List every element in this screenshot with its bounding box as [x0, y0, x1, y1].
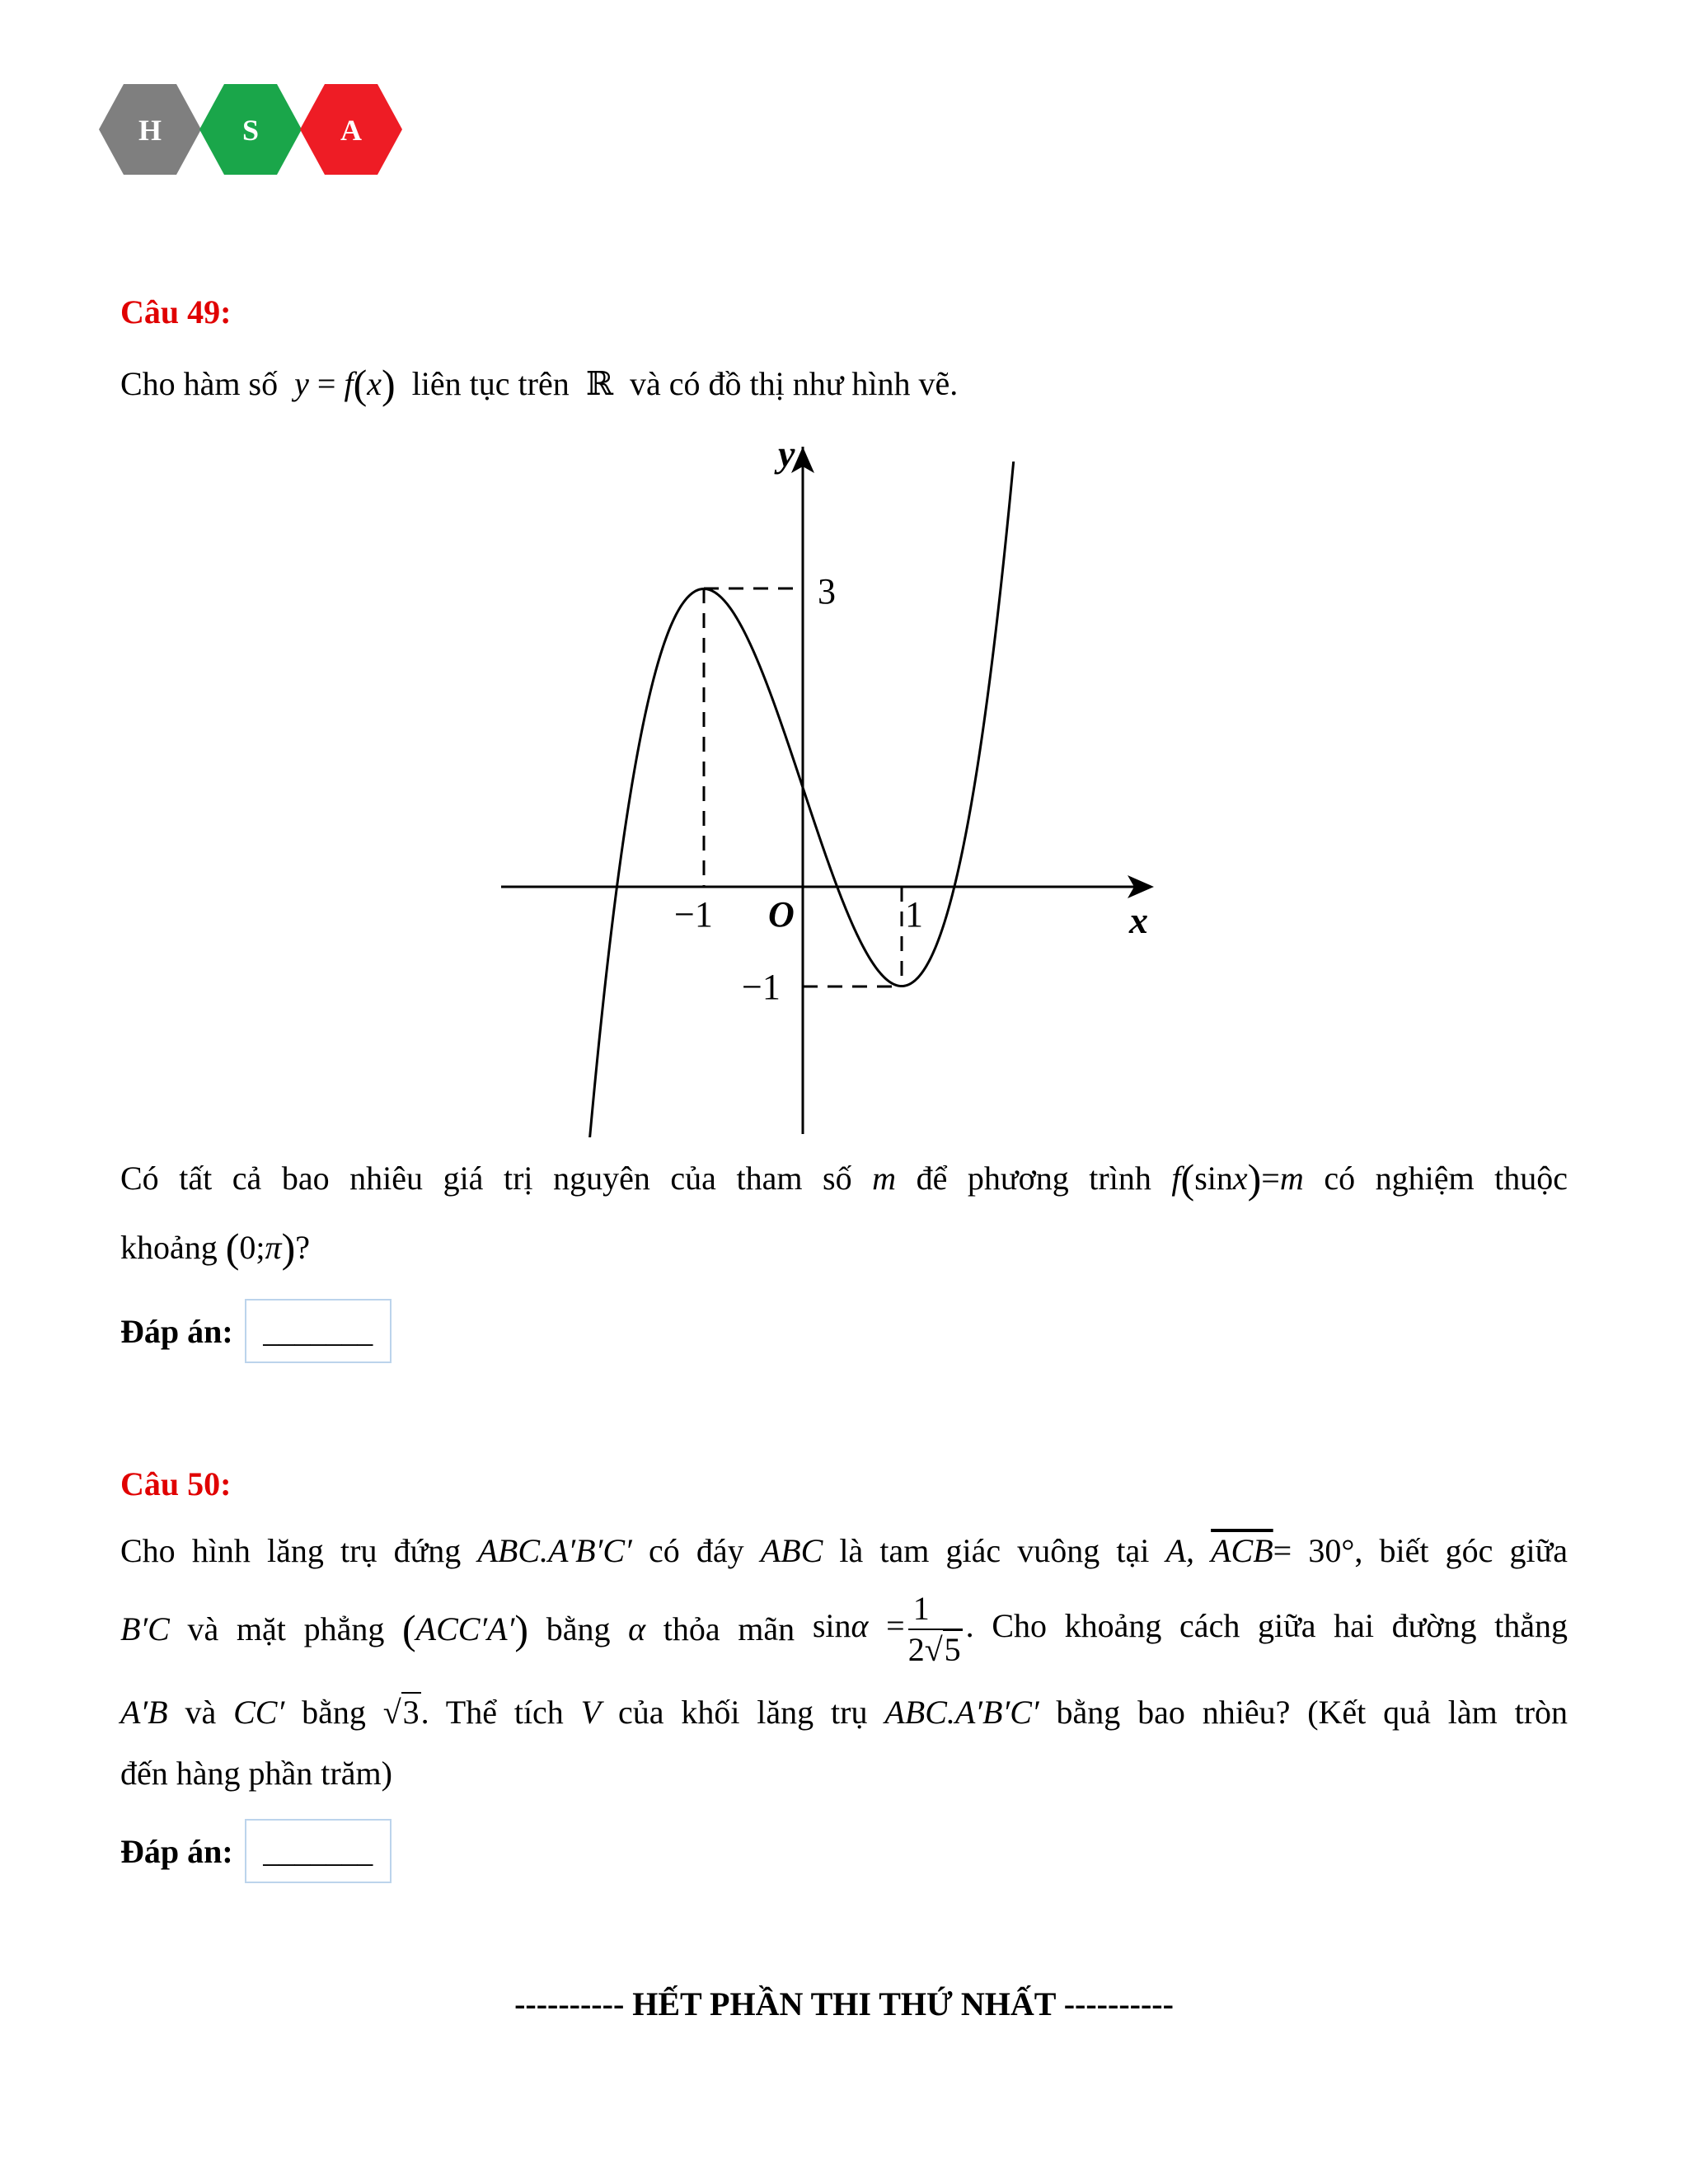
question-50-line4: đến hàng phần trăm)	[120, 1755, 392, 1792]
q50-angle-acb: $\overline{ACB}$	[1211, 1532, 1273, 1569]
math-real-set: ℝ	[585, 365, 613, 402]
q50-text-d: , biết góc giữa	[1354, 1532, 1568, 1569]
sqrt-3: √3	[382, 1694, 420, 1731]
tick-label-3: 3	[818, 571, 836, 612]
intro-text: Cho hàm số	[120, 365, 279, 402]
question-49-answer	[120, 1299, 392, 1363]
sqrt-3-radicand: 3	[402, 1694, 420, 1731]
question-50-title: Câu 50:	[120, 1465, 232, 1502]
logo-letter-h: H	[138, 114, 162, 147]
x-axis-label: x	[1129, 899, 1148, 941]
q49-text-c: có nghiệm thuộc	[1324, 1160, 1568, 1197]
section-end-banner: ---------- HẾT PHẦN THI THỨ NHẤT ----------	[514, 1985, 1174, 2022]
q50-prism: ABC.A′B′C′	[477, 1532, 632, 1569]
q50-text-e: và mặt phẳng	[187, 1610, 385, 1647]
question-49-body-line1	[120, 1154, 1568, 1203]
q50-angle	[1211, 1532, 1568, 1569]
function-graph-svg	[495, 429, 1170, 1137]
question-50-line3	[120, 1693, 1568, 1732]
question-49-body-line2: khoảng (0;π)?	[120, 1225, 311, 1271]
q50-angle-value: = 30°	[1273, 1532, 1355, 1569]
q50-volume-v: V	[580, 1694, 602, 1731]
q50-text-b: có đáy	[648, 1532, 744, 1569]
tick-label-neg1-x: −1	[674, 894, 713, 935]
q49-param-m: m	[872, 1160, 897, 1197]
math-f: f	[344, 365, 354, 402]
question-50-line2	[120, 1591, 1568, 1668]
q49-text-b: để phương trình	[916, 1160, 1151, 1197]
q50-plane-name: ACC′A′	[415, 1610, 515, 1647]
q49-eq-m: m	[1279, 1160, 1304, 1197]
q49-text-a: Có tất cả bao nhiêu giá trị nguyên của tham số	[120, 1160, 852, 1197]
q49-equation: f(sinx)=m	[1171, 1155, 1304, 1202]
q50-sin-alpha: α	[851, 1607, 869, 1645]
q50-text-m: bằng bao nhiêu? (Kết quả làm tròn	[1056, 1694, 1568, 1731]
math-y: y	[294, 365, 309, 402]
q50-sin-equation	[812, 1590, 1568, 1668]
question-50-line1	[120, 1531, 1568, 1571]
fraction-one-over-two-sqrt5	[908, 1591, 963, 1668]
q49-eq-sign: =	[1261, 1160, 1280, 1197]
q49-text-d: khoảng	[120, 1229, 218, 1266]
q49-eq-f: f	[1171, 1160, 1181, 1197]
q50-sin-eq: =	[886, 1607, 905, 1645]
q50-text-a: Cho hình lăng trụ đứng	[120, 1532, 462, 1569]
q50-text-h: . Cho khoảng cách giữa hai đường thẳng	[965, 1607, 1568, 1645]
logo-letter-s: S	[241, 114, 260, 147]
math-x: x	[367, 365, 382, 402]
y-axis-label: y	[778, 433, 795, 475]
function-graph	[495, 429, 1170, 1137]
q49-eq-x: x	[1232, 1160, 1248, 1197]
q50-vertex-a: A,	[1165, 1532, 1194, 1569]
q49-pi: π	[265, 1229, 282, 1266]
q50-text-k: . Thể tích	[420, 1694, 564, 1731]
question-49-title: Câu 49:	[120, 293, 232, 330]
logo-letter-a: A	[340, 114, 362, 147]
question-49-intro: Cho hàm số y = f(x) liên tục trên ℝ và có đồ thị như hình vẽ.	[120, 361, 959, 407]
q50-sin: sin	[812, 1607, 851, 1645]
q49-qmark: ?	[295, 1229, 311, 1266]
sqrt-5: √5	[924, 1631, 961, 1668]
answer-input-49[interactable]	[245, 1299, 392, 1363]
answer-blank: _______	[263, 1315, 373, 1349]
q49-eq-sin: sin	[1194, 1160, 1233, 1197]
answer-input-50[interactable]	[245, 1819, 392, 1883]
answer-label: Đáp án:	[120, 1832, 233, 1870]
intro-text-3: và có đồ thị như hình vẽ.	[629, 365, 959, 402]
answer-label: Đáp án:	[120, 1312, 233, 1350]
math-eq: =	[316, 365, 336, 402]
answer-blank: _______	[263, 1835, 373, 1869]
q50-text-c: là tam giác vuông tại	[839, 1532, 1150, 1569]
fraction-numerator: 1	[908, 1591, 963, 1630]
q49-interval: 0;	[239, 1229, 265, 1266]
q50-text-j: bằng	[302, 1694, 366, 1731]
q50-line-cc: CC′	[233, 1694, 285, 1731]
q50-line-bc: B′C	[120, 1610, 170, 1647]
question-50-answer	[120, 1819, 392, 1883]
sqrt-5-radicand: 5	[944, 1631, 961, 1668]
intro-text-2: liên tục trên	[411, 365, 570, 402]
q50-text-l: của khối lăng trụ	[617, 1694, 868, 1731]
q50-text-i: và	[185, 1694, 217, 1731]
tick-label-1: 1	[905, 894, 923, 935]
q50-text-f: bằng	[546, 1610, 611, 1647]
q50-prism-2: ABC.A′B′C′	[884, 1694, 1039, 1731]
q50-sqrt3	[383, 1694, 564, 1731]
q50-alpha: α	[628, 1610, 646, 1647]
fraction-den-coeff: 2	[907, 1631, 925, 1668]
hsa-logo	[99, 81, 404, 178]
q50-line-ab: A′B	[120, 1694, 168, 1731]
hsa-logo-hexagons	[99, 81, 404, 178]
origin-label: O	[768, 894, 795, 935]
q50-text-g: thỏa mãn	[663, 1610, 795, 1647]
tick-label-neg1-y: −1	[742, 967, 781, 1007]
fraction-denominator	[908, 1630, 963, 1668]
q50-abc: ABC	[760, 1532, 823, 1569]
q50-plane: (ACC′A′)	[401, 1606, 529, 1652]
